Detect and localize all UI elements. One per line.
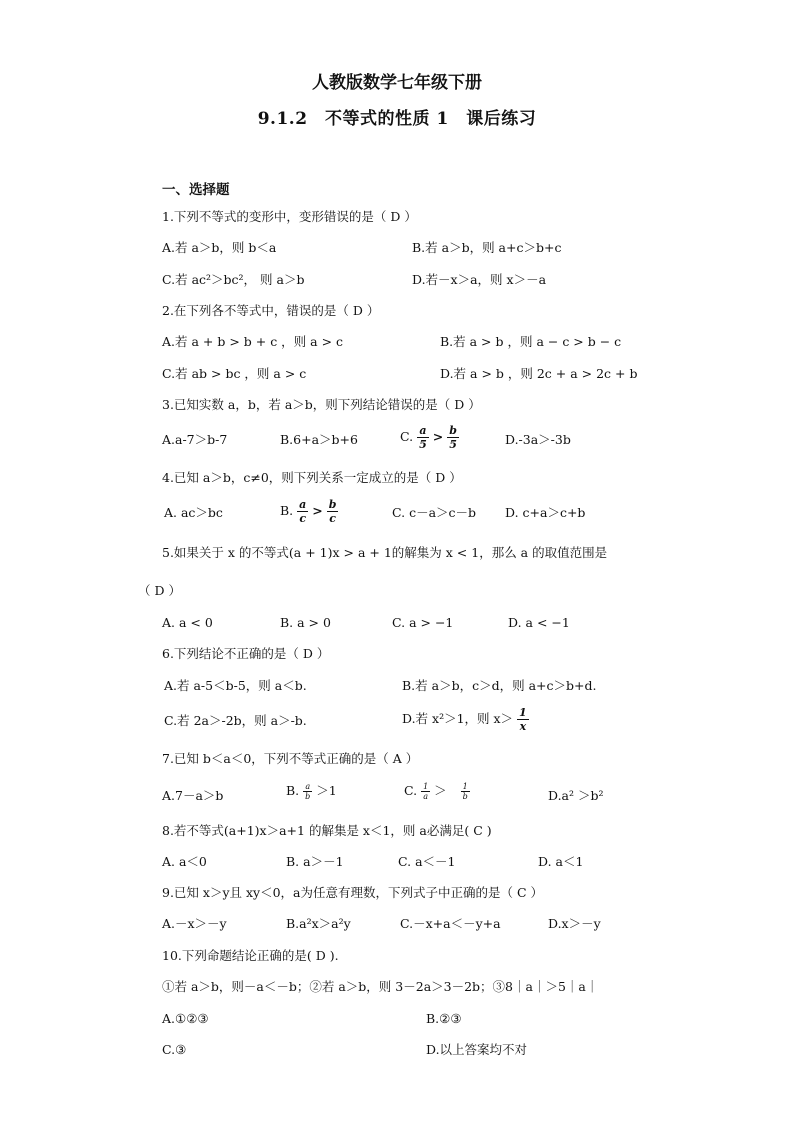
q6-option-a: A.若 a-5＜b-5，则 a＜b.: [164, 678, 307, 693]
q2-option-b: B.若 a > b ，则 a − c > b − c: [440, 334, 622, 349]
document-title: 人教版数学七年级下册: [312, 73, 482, 93]
q3-c-fraction-left: $\frac{a}{5}$: [419, 424, 427, 451]
q10-option-c: C.③: [162, 1042, 187, 1057]
q8-option-c: C. a＜－1: [398, 854, 456, 869]
q1-option-d: D.若－x＞a，则 x＞－a: [412, 272, 547, 287]
q4-option-b: [280, 498, 338, 525]
q2-option-c: C.若 ab > bc ，则 a > c: [162, 366, 307, 381]
q9-option-a: A.－x＞－y: [162, 916, 227, 931]
q4-option-c: C. c－a＞c－b: [392, 505, 477, 520]
q4-option-a: A. ac＞bc: [164, 505, 223, 520]
q9-option-c: C.－x+a＜－y+a: [400, 916, 501, 931]
q3-c-fraction-right: $\frac{b}{5}$: [449, 424, 457, 451]
q1-option-b: B.若 a＞b，则 a+c＞b+c: [412, 240, 562, 255]
question-5-answer: （ D ）: [138, 583, 181, 598]
q8-option-b: B. a＞－1: [286, 854, 344, 869]
question-8-stem: 8.若不等式(a+1)x＞a+1 的解集是 x＜1，则 a必满足( C ): [162, 823, 492, 838]
q2-option-d: D.若 a > b ，则 2c + a > 2c + b: [440, 366, 638, 381]
q7-option-b-label: B.: [286, 783, 300, 798]
question-9-stem: 9.已知 x＞y且 xy＜0，a为任意有理数，下列式子中正确的是（ C ）: [162, 885, 544, 900]
q7-c-fraction-right: $\frac{1}{b}$: [462, 782, 468, 801]
q6-option-c: C.若 2a＞-2b，则 a＞-b.: [164, 713, 307, 728]
q7-b-fraction: $\frac{a}{b}$: [305, 782, 311, 801]
question-10-stem: 10.下列命题结论正确的是( D ).: [162, 948, 339, 963]
q4-b-operator: >: [312, 503, 323, 518]
question-10-statements: ①若 a＞b，则－a＜－b；②若 a＞b，则 3－2a＞3－2b；③8｜a｜＞5｜a｜: [162, 979, 599, 994]
q7-b-tail: ＞1: [316, 783, 337, 798]
q7-c-fraction-left: $\frac{1}{a}$: [423, 782, 429, 801]
question-7-stem: 7.已知 b＜a＜0，下列不等式正确的是（ A ）: [162, 751, 419, 766]
question-6-stem: 6.下列结论不正确的是（ D ）: [162, 646, 330, 661]
question-5-stem: 5.如果关于 x 的不等式(a + 1)x > a + 1的解集为 x < 1，那么 a 的取值范围是: [162, 545, 608, 560]
q3-option-b: B.6+a＞b+6: [280, 432, 358, 447]
q5-option-d: D. a < −1: [508, 615, 570, 630]
q7-option-d: D.a² ＞b²: [548, 788, 604, 803]
q7-option-c: [404, 782, 470, 801]
q4-b-fraction-left: $\frac{a}{c}$: [299, 498, 307, 525]
q5-option-b: B. a > 0: [280, 615, 331, 630]
q1-option-c: C.若 ac²＞bc²， 则 a＞b: [162, 272, 305, 287]
q2-option-a: A.若 a + b > b + c ，则 a > c: [162, 334, 344, 349]
q8-option-d: D. a＜1: [538, 854, 584, 869]
q6-option-d: [402, 706, 529, 733]
question-4-stem: 4.已知 a＞b，c≠0，则下列关系一定成立的是（ D ）: [162, 470, 462, 485]
document-subtitle: 9.1.2 不等式的性质 1 课后练习: [257, 109, 537, 129]
question-1-stem: 1.下列不等式的变形中，变形错误的是（ D ）: [162, 209, 417, 224]
q10-option-d: D.以上答案均不对: [426, 1042, 528, 1057]
q3-option-d: D.-3a＞-3b: [505, 432, 571, 447]
q7-option-b: [286, 782, 337, 801]
q10-option-a: A.①②③: [162, 1011, 209, 1026]
q4-option-d: D. c+a＞c+b: [505, 505, 586, 520]
q3-option-c: [400, 424, 459, 451]
q7-option-c-label: C.: [404, 783, 418, 798]
q10-option-b: B.②③: [426, 1011, 462, 1026]
q7-option-a: A.7－a＞b: [162, 788, 224, 803]
q3-option-a: A.a-7＞b-7: [162, 432, 228, 447]
q5-option-a: A. a < 0: [162, 615, 213, 630]
section-heading: 一、选择题: [162, 182, 230, 198]
q1-option-a: A.若 a＞b，则 b＜a: [162, 240, 277, 255]
q6-d-fraction: $\frac{1}{x}$: [519, 706, 527, 733]
q8-option-a: A. a＜0: [162, 854, 207, 869]
q3-option-c-label: C.: [400, 429, 414, 444]
q6-option-b: B.若 a＞b，c＞d，则 a+c＞b+d.: [402, 678, 597, 693]
q9-option-b: B.a²x＞a²y: [286, 916, 351, 931]
question-3-stem: 3.已知实数 a，b，若 a＞b，则下列结论错误的是（ D ）: [162, 397, 481, 412]
q9-option-d: D.x＞－y: [548, 916, 601, 931]
q6-option-d-label: D.若 x²＞1，则 x＞: [402, 711, 514, 726]
q3-c-operator: >: [432, 429, 444, 444]
q4-option-b-label: B.: [280, 503, 294, 518]
q4-b-fraction-right: $\frac{b}{c}$: [328, 498, 337, 525]
question-2-stem: 2.在下列各不等式中，错误的是（ D ）: [162, 303, 380, 318]
q5-option-c: C. a > −1: [392, 615, 454, 630]
q7-c-operator: ＞: [434, 783, 447, 798]
